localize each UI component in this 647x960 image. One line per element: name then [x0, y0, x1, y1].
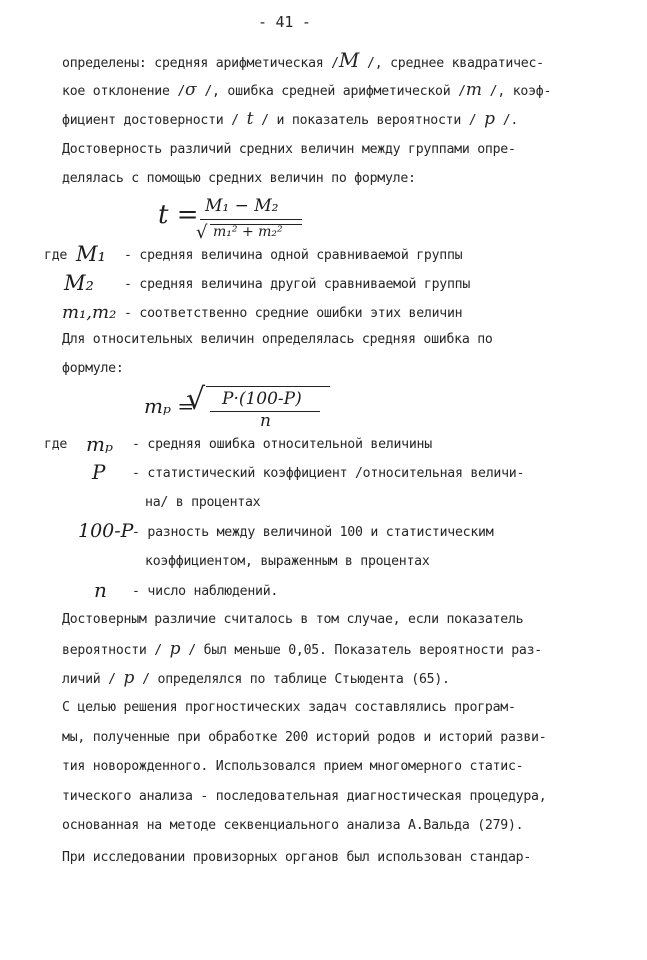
def1-lead: где: [44, 248, 68, 263]
para5-line-2: мы, полученные при обработке 200 историй родов и историй разви-: [62, 730, 547, 745]
para1-line-1: [62, 48, 544, 72]
para1-line-2: [62, 82, 551, 100]
para5-line-5: основанная на методе секвенциального анализа А.Вальда (279).: [62, 818, 524, 833]
para5-line-1: С целью решения прогностических задач составлялись програм-: [62, 700, 516, 715]
text: /.: [502, 113, 519, 128]
def7-symbol: n: [94, 578, 107, 602]
def6-symbol: 100-P: [78, 520, 134, 542]
symbol-t: t: [246, 109, 254, 129]
def2-text: - средняя величина другой сравниваемой группы: [124, 277, 471, 292]
def7-text: - число наблюдений.: [132, 584, 279, 599]
def5-symbol: P: [92, 460, 106, 484]
def1-text: - средняя величина одной сравниваемой группы: [124, 248, 463, 263]
def1-symbol: M₁: [76, 242, 106, 266]
para4-line-1: Достоверным различие считалось в том случае, если показатель: [62, 612, 524, 627]
def5-text: - статистический коэффициент /относительная величи-: [132, 466, 525, 481]
symbol-m: m: [465, 80, 482, 100]
text: кое отклонение /: [62, 84, 186, 99]
def5-text-cont: на/ в процентах: [145, 495, 261, 510]
para3-line-2: формуле:: [62, 361, 124, 376]
formula-t-sqrt-sign: √: [196, 222, 208, 243]
def3-text: - соответственно средние ошибки этих величин: [124, 306, 463, 321]
text: /, среднее квадратичес-: [367, 56, 544, 71]
def4-lead: где: [44, 437, 68, 452]
def4-text: - средняя ошибка относительной величины: [132, 437, 432, 452]
para3-line-1: Для относительных величин определялась средняя ошибка по: [62, 332, 493, 347]
para4-line-3: [62, 670, 450, 688]
formula-t-denominator: m₁² + m₂²: [213, 224, 283, 240]
para5-line-4: тического анализа - последовательная диагностическая процедура,: [62, 789, 547, 804]
text: /, ошибка средней арифметической /: [204, 84, 466, 99]
text: / и показатель вероятности /: [261, 113, 477, 128]
para4-line-2: [62, 641, 542, 659]
symbol-M: M: [338, 48, 360, 72]
formula-t-numerator: M₁ − M₂: [205, 196, 279, 216]
para2-line-1: Достоверность различий средних величин между группами опре-: [62, 142, 516, 157]
formula-mp-lhs: mₚ =: [144, 394, 195, 418]
symbol-p: p: [484, 109, 496, 129]
text: определены: средняя арифметическая /: [62, 56, 339, 71]
formula-mp-radical-bar: [206, 386, 330, 387]
def2-symbol: M₂: [64, 271, 94, 295]
text: личий /: [62, 672, 116, 687]
para5-line-3: тия новорожденного. Использовался прием многомерного статис-: [62, 759, 524, 774]
formula-t-lhs: t =: [158, 200, 199, 230]
para2-line-2: делялась с помощью средних величин по формуле:: [62, 171, 416, 186]
text: / определялся по таблице Стьюдента (65).: [142, 672, 450, 687]
para6-line-1: При исследовании провизорных органов был использован стандар-: [62, 850, 532, 865]
def6-text-cont: коэффициентом, выраженным в процентах: [145, 554, 430, 569]
formula-mp-sqrt-sign: √: [186, 382, 206, 417]
def6-text: - разность между величиной 100 и статистическим: [132, 525, 494, 540]
symbol-p: p: [123, 668, 135, 688]
symbol-sigma: σ: [185, 80, 197, 100]
formula-t-fraction-bar: [200, 219, 302, 220]
text: /, коэф-: [489, 84, 552, 99]
def4-symbol: mₚ: [86, 432, 113, 456]
formula-mp-denominator: n: [260, 411, 271, 431]
para1-line-3: [62, 111, 518, 129]
page-number: - 41 -: [258, 13, 311, 31]
formula-mp-numerator: P·(100-P): [222, 389, 302, 409]
text: / был меньше 0,05. Показатель вероятности раз-: [188, 643, 542, 658]
symbol-p: p: [169, 639, 181, 659]
text: фициент достоверности /: [62, 113, 239, 128]
text: вероятности /: [62, 643, 162, 658]
def3-symbol: m₁,m₂: [62, 302, 117, 323]
